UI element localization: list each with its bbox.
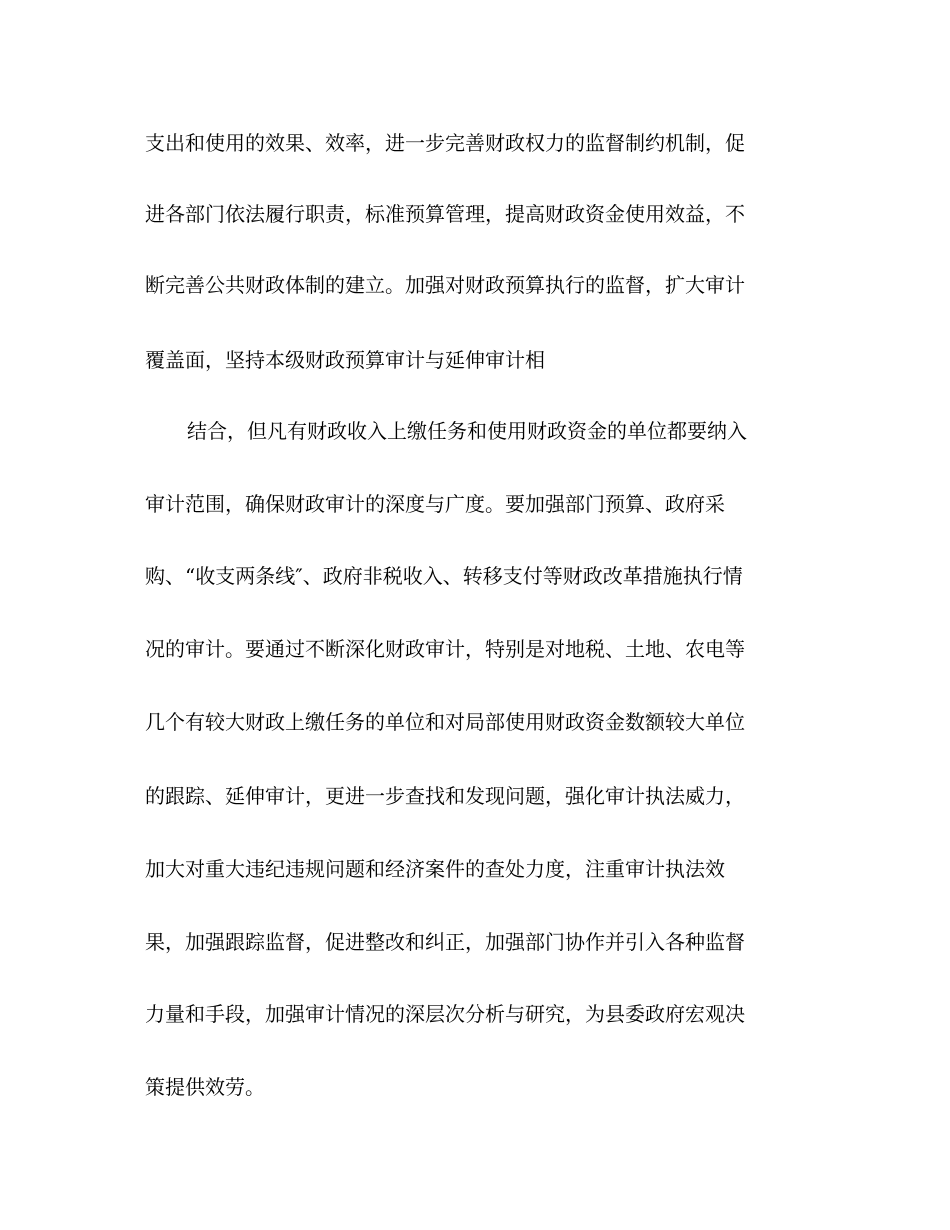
text-line-12: 果，加强跟踪监督，促进整改和纠正，加强部门协作并引入各种监督 [145,930,745,954]
text-line-2: 进各部门依法履行职责，标准预算管理，提高财政资金使用效益，不 [145,202,745,226]
text-line-11: 加大对重大违纪违规问题和经济案件的查处力度，注重审计执法效 [145,857,725,881]
text-line-6: 审计范围，确保财政审计的深度与广度。要加强部门预算、政府采 [145,492,725,516]
text-line-5: 结合，但凡有财政收入上缴任务和使用财政资金的单位都要纳入 [187,419,747,443]
text-line-13: 力量和手段，加强审计情况的深层次分析与研究，为县委政府宏观决 [145,1002,745,1026]
text-line-7: 购、“收支两条线″、政府非税收入、转移支付等财政改革措施执行情 [145,564,743,588]
text-line-10: 的跟踪、延伸审计，更进一步查找和发现问题，强化审计执法威力， [145,784,745,808]
text-line-9: 几个有较大财政上缴任务的单位和对局部使用财政资金数额较大单位 [145,710,745,734]
text-line-14: 策提供效劳。 [145,1075,265,1099]
text-line-3: 断完善公共财政体制的建立。加强对财政预算执行的监督，扩大审计 [145,273,745,297]
text-line-1: 支出和使用的效果、效率，进一步完善财政权力的监督制约机制，促 [145,131,745,155]
text-line-8: 况的审计。要通过不断深化财政审计，特别是对地税、土地、农电等 [145,637,745,661]
text-line-4: 覆盖面，坚持本级财政预算审计与延伸审计相 [145,348,545,372]
